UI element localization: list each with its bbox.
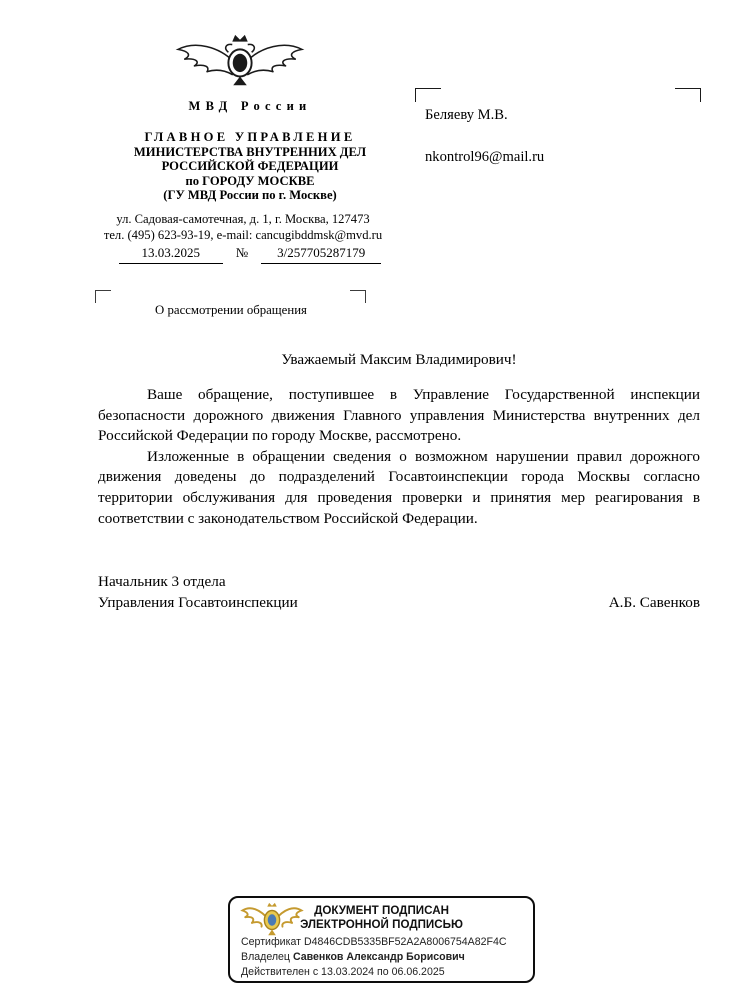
body-paragraph: Ваше обращение, поступившее в Управление Государственной инспекции безопасности дорожного движения Главного управления Министерства внутренних дел Российской Федерации по городу Москве, рассмотрено. — [98, 386, 700, 445]
stamp-owner-line — [241, 950, 507, 965]
electronic-signature-stamp — [228, 896, 535, 983]
stamp-title-line2: ЭЛЕКТРОННОЙ ПОДПИСЬЮ — [300, 917, 463, 931]
org-contacts: тел. (495) 623-93-19, e-mail: cancugibddmsk@mvd.ru — [103, 228, 383, 242]
body-paragraph: Изложенные в обращении сведения о возможном нарушении правил дорожного движения доведены до подразделений Госавтоинспекции города Москвы согласно территории обслуживания для проведения проверки и принятия мер реагирования в соответствии с законодательством Российской Федерации. — [98, 447, 700, 527]
signer-position-line2: Управления Госавтоинспекции — [98, 593, 298, 611]
stamp-owner-value: Савенков Александр Борисович — [292, 951, 465, 964]
stamp-owner-label: Владелец — [241, 951, 291, 964]
org-abbrev: МВД России — [188, 99, 312, 113]
org-line: РОССИЙСКОЙ ФЕДЕРАЦИИ — [161, 159, 339, 174]
letter-date: 13.03.2025 — [119, 245, 223, 264]
corner-mark-subject-right — [350, 290, 366, 303]
org-name-block — [85, 130, 415, 203]
org-address: ул. Садовая-самотечная, д. 1, г. Москва, 127473 — [116, 212, 370, 226]
recipient-name: Беляеву М.В. — [425, 107, 508, 123]
reference-line — [85, 245, 415, 264]
stamp-validity-line: Действителен с 13.03.2024 по 06.06.2025 — [241, 966, 445, 979]
mvd-emblem-icon — [172, 31, 308, 91]
org-line: (ГУ МВД России по г. Москве) — [163, 188, 337, 203]
corner-mark-recipient-left — [415, 88, 441, 102]
subject-line: О рассмотрении обращения — [155, 303, 307, 317]
stamp-certificate-label: Сертификат — [241, 936, 301, 948]
number-sign: № — [235, 245, 249, 260]
stamp-title-line1: ДОКУМЕНТ ПОДПИСАН — [314, 904, 449, 917]
signer-position-line1: Начальник 3 отдела — [98, 573, 226, 590]
org-line: по ГОРОДУ МОСКВЕ — [185, 173, 315, 188]
signature-block — [98, 572, 700, 613]
corner-mark-recipient-right — [675, 88, 701, 102]
stamp-certificate-line — [241, 935, 507, 950]
letter-body — [98, 385, 700, 529]
org-line: МИНИСТЕРСТВА ВНУТРЕННИХ ДЕЛ — [133, 144, 367, 159]
stamp-certificate-value: D4846CDB5335BF52A2A8006754A82F4C — [303, 936, 507, 948]
recipient-email: nkontrol96@mail.ru — [425, 149, 545, 165]
letter-number: 3/257705287179 — [261, 245, 381, 264]
org-line: ГЛАВНОЕ УПРАВЛЕНИЕ — [144, 130, 356, 144]
corner-mark-subject-left — [95, 290, 111, 303]
stamp-details — [241, 935, 507, 981]
stamp-title — [230, 904, 533, 931]
signer-name: А.Б. Савенков — [608, 593, 700, 611]
salutation: Уважаемый Максим Владимирович! — [281, 351, 517, 368]
